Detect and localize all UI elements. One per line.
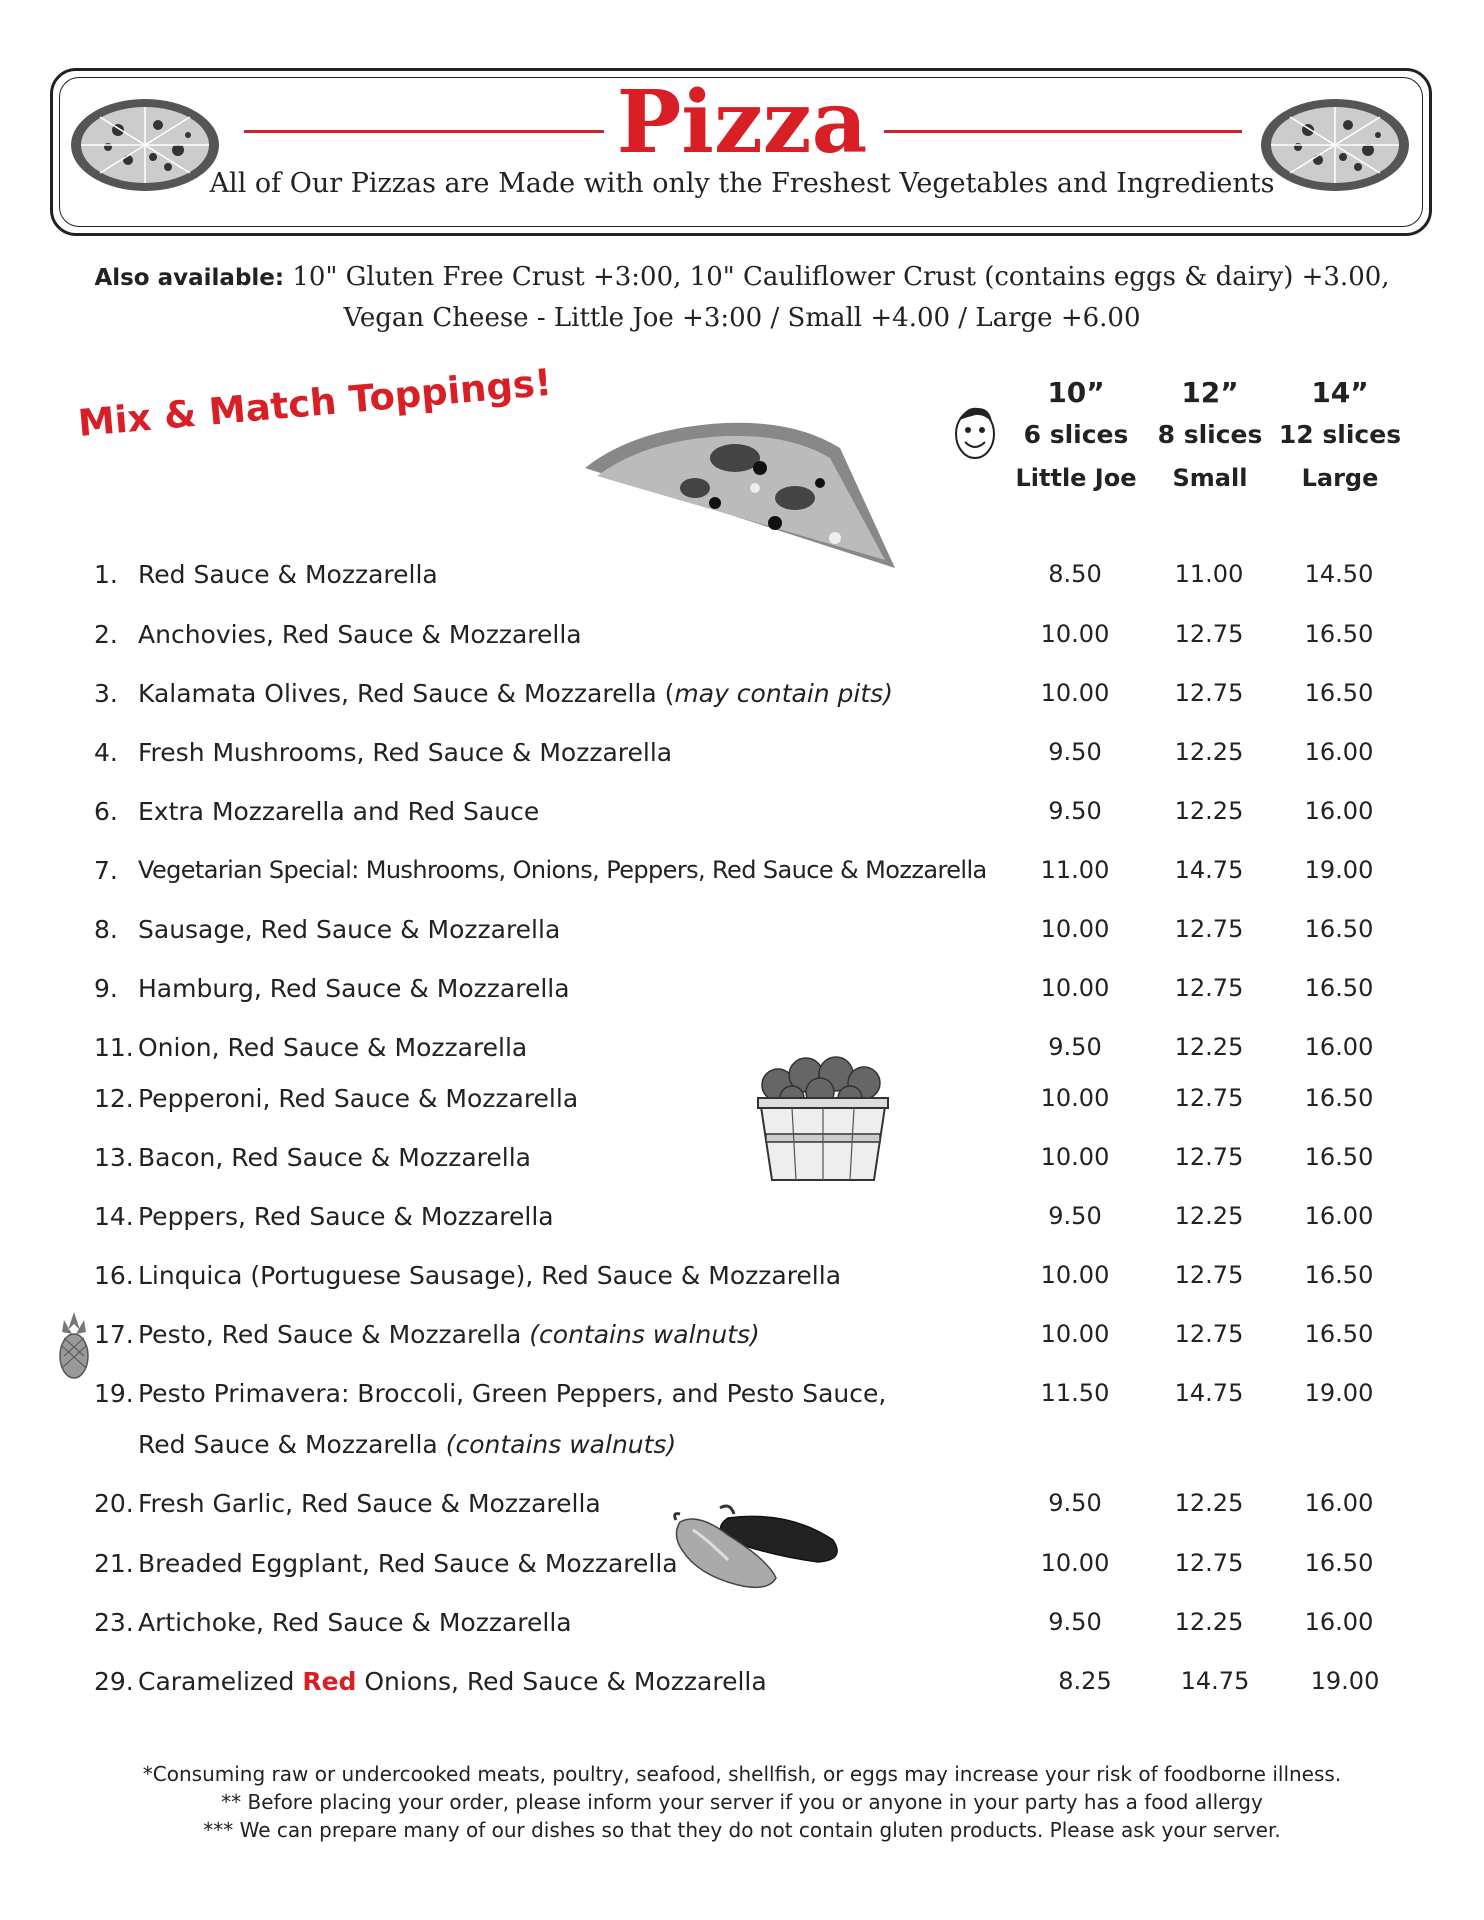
price-small: 14.75 <box>1174 1379 1244 1407</box>
item-text: Linquica (Portuguese Sausage), Red Sauce & Mozzarella <box>138 1261 842 1290</box>
menu-item <box>0 974 1484 1022</box>
column-name: Little Joe <box>1015 464 1137 492</box>
price-little-joe: 9.50 <box>1048 1202 1102 1230</box>
price-small: 12.25 <box>1174 1202 1244 1230</box>
item-description <box>138 560 438 589</box>
item-text: Breaded Eggplant, Red Sauce & Mozzarella <box>138 1549 678 1578</box>
also-available-text: 10" Gluten Free Crust +3:00, 10" Cauliflower Crust (contains eggs & dairy) +3.00, <box>292 262 1390 292</box>
item-number: 29. <box>94 1667 134 1696</box>
price-small: 12.25 <box>1174 1489 1244 1517</box>
item-number: 17. <box>94 1320 134 1349</box>
price-small: 12.25 <box>1174 1608 1244 1636</box>
price-little-joe: 11.00 <box>1040 856 1110 884</box>
column-header-large <box>1270 376 1410 492</box>
item-description <box>138 1202 554 1231</box>
item-note: (contains walnuts) <box>445 1430 677 1459</box>
item-description <box>138 797 539 826</box>
pizza-slice-icon <box>575 408 905 573</box>
price-little-joe: 10.00 <box>1040 1320 1110 1348</box>
also-available-label: Also available: <box>94 265 285 291</box>
price-large: 19.00 <box>1310 1667 1380 1695</box>
price-little-joe: 10.00 <box>1040 679 1110 707</box>
mix-match-heading: Mix & Match Toppings! <box>76 360 554 445</box>
price-large: 16.50 <box>1304 915 1374 943</box>
item-text: Caramelized <box>138 1667 303 1696</box>
price-large: 16.00 <box>1304 1202 1374 1230</box>
price-little-joe: 9.50 <box>1048 1489 1102 1517</box>
item-description <box>138 620 582 649</box>
item-description <box>138 1033 527 1062</box>
item-number: 23. <box>94 1608 134 1637</box>
item-description <box>138 915 560 944</box>
menu-item <box>0 1033 1484 1081</box>
price-small: 14.75 <box>1180 1667 1250 1695</box>
item-text: Onion, Red Sauce & Mozzarella <box>138 1033 528 1062</box>
price-large: 19.00 <box>1304 1379 1374 1407</box>
price-little-joe: 8.25 <box>1058 1667 1112 1695</box>
price-large: 16.00 <box>1304 1033 1374 1061</box>
menu-item <box>0 1320 1484 1368</box>
price-large: 14.50 <box>1304 560 1374 588</box>
item-text: Bacon, Red Sauce & Mozzarella <box>138 1143 531 1172</box>
item-number: 19. <box>94 1379 134 1408</box>
item-number: 21. <box>94 1549 134 1578</box>
price-little-joe: 9.50 <box>1048 1033 1102 1061</box>
item-text: Peppers, Red Sauce & Mozzarella <box>138 1202 554 1231</box>
column-slices: 8 slices <box>1157 420 1263 449</box>
price-large: 16.50 <box>1304 1549 1374 1577</box>
price-little-joe: 8.50 <box>1048 560 1102 588</box>
price-small: 12.75 <box>1174 1143 1244 1171</box>
menu-item <box>0 738 1484 786</box>
also-available-line1 <box>0 262 1484 292</box>
price-large: 16.50 <box>1304 1143 1374 1171</box>
item-text: Vegetarian Special: Mushrooms, Onions, Peppers, Red Sauce & Mozzarella <box>138 856 987 884</box>
column-name: Small <box>1172 464 1248 492</box>
item-number: 12. <box>94 1084 134 1113</box>
item-text: Sausage, Red Sauce & Mozzarella <box>138 915 561 944</box>
menu-item <box>0 1667 1484 1715</box>
item-description <box>138 1261 841 1290</box>
face-icon <box>952 402 998 462</box>
column-slices: 12 slices <box>1278 420 1402 449</box>
item-text: Pesto, Red Sauce & Mozzarella <box>138 1320 530 1349</box>
item-description <box>138 1143 531 1172</box>
price-small: 12.75 <box>1174 974 1244 1002</box>
item-number: 11. <box>94 1033 134 1062</box>
pineapple-icon <box>56 1310 92 1380</box>
item-text: Anchovies, Red Sauce & Mozzarella <box>138 620 582 649</box>
column-size: 14” <box>1311 376 1369 409</box>
price-large: 16.50 <box>1304 974 1374 1002</box>
column-name: Large <box>1301 464 1379 492</box>
price-large: 16.00 <box>1304 738 1374 766</box>
price-small: 12.75 <box>1174 1549 1244 1577</box>
item-number: 20. <box>94 1489 134 1518</box>
price-little-joe: 10.00 <box>1040 1084 1110 1112</box>
menu-item-continuation <box>0 1430 1484 1478</box>
price-large: 16.00 <box>1304 797 1374 825</box>
price-large: 19.00 <box>1304 856 1374 884</box>
price-large: 16.50 <box>1304 1261 1374 1289</box>
item-number: 7. <box>94 856 118 885</box>
price-large: 16.00 <box>1304 1489 1374 1517</box>
item-note: (contains walnuts) <box>529 1320 760 1349</box>
menu-item <box>0 1143 1484 1191</box>
footer-note-3: *** We can prepare many of our dishes so that they do not contain gluten products. Please ask your server. <box>203 1818 1281 1842</box>
item-number: 3. <box>94 679 118 708</box>
item-text: Red Sauce & Mozzarella <box>138 560 438 589</box>
menu-item <box>0 1608 1484 1656</box>
column-header-small <box>1140 376 1280 492</box>
menu-item <box>0 1202 1484 1250</box>
price-small: 12.25 <box>1174 738 1244 766</box>
price-little-joe: 10.00 <box>1040 620 1110 648</box>
item-description <box>138 1489 601 1518</box>
price-small: 11.00 <box>1174 560 1244 588</box>
price-large: 16.50 <box>1304 679 1374 707</box>
item-number: 2. <box>94 620 118 649</box>
menu-item <box>0 679 1484 727</box>
item-description <box>138 1084 578 1113</box>
item-text: Red Sauce & Mozzarella <box>138 1430 446 1459</box>
item-description <box>138 974 570 1003</box>
item-text: Extra Mozzarella and Red Sauce <box>138 797 540 826</box>
item-text: Artichoke, Red Sauce & Mozzarella <box>138 1608 572 1637</box>
price-small: 12.75 <box>1174 915 1244 943</box>
price-small: 12.75 <box>1174 1261 1244 1289</box>
menu-item <box>0 856 1484 904</box>
price-little-joe: 9.50 <box>1048 797 1102 825</box>
item-description <box>138 1549 678 1578</box>
price-little-joe: 10.00 <box>1040 1143 1110 1171</box>
price-little-joe: 10.00 <box>1040 1549 1110 1577</box>
price-small: 12.75 <box>1174 1084 1244 1112</box>
price-small: 14.75 <box>1174 856 1244 884</box>
menu-item <box>0 1261 1484 1309</box>
item-text: Hamburg, Red Sauce & Mozzarella <box>138 974 570 1003</box>
column-size: 10” <box>1047 376 1105 409</box>
item-note: may contain pits) <box>674 679 893 708</box>
menu-item <box>0 915 1484 963</box>
item-description <box>138 738 672 767</box>
price-small: 12.25 <box>1174 1033 1244 1061</box>
footer-note-2: ** Before placing your order, please inform your server if you or anyone in your party has a food allergy <box>221 1790 1263 1814</box>
price-little-joe: 10.00 <box>1040 915 1110 943</box>
item-number: 8. <box>94 915 118 944</box>
price-little-joe: 11.50 <box>1040 1379 1110 1407</box>
menu-item <box>0 797 1484 845</box>
price-small: 12.25 <box>1174 797 1244 825</box>
item-number: 4. <box>94 738 118 767</box>
item-text: Pepperoni, Red Sauce & Mozzarella <box>138 1084 579 1113</box>
price-large: 16.50 <box>1304 620 1374 648</box>
item-number: 14. <box>94 1202 134 1231</box>
price-large: 16.50 <box>1304 1084 1374 1112</box>
item-number: 6. <box>94 797 118 826</box>
price-small: 12.75 <box>1174 1320 1244 1348</box>
price-small: 12.75 <box>1174 620 1244 648</box>
column-size: 12” <box>1181 376 1239 409</box>
menu-item <box>0 560 1484 608</box>
item-description <box>138 679 893 708</box>
price-little-joe: 10.00 <box>1040 974 1110 1002</box>
item-text: Fresh Mushrooms, Red Sauce & Mozzarella <box>138 738 673 767</box>
footer-note-1: *Consuming raw or undercooked meats, poultry, seafood, shellfish, or eggs may increase your risk of foodborne illness. <box>142 1762 1342 1786</box>
page-subtitle: All of Our Pizzas are Made with only the Freshest Vegetables and Ingredients <box>209 168 1275 199</box>
column-header-little-joe <box>1006 376 1146 492</box>
page-title: Pizza <box>616 72 868 173</box>
menu-item <box>0 1084 1484 1132</box>
item-description <box>138 1320 760 1349</box>
item-description <box>138 1379 886 1408</box>
item-text: Onions, Red Sauce & Mozzarella <box>356 1667 767 1696</box>
column-slices: 6 slices <box>1023 420 1129 449</box>
item-description <box>138 1667 767 1696</box>
item-text: Kalamata Olives, Red Sauce & Mozzarella ( <box>138 679 675 708</box>
price-small: 12.75 <box>1174 679 1244 707</box>
item-text: Pesto Primavera: Broccoli, Green Peppers, and Pesto Sauce, <box>138 1379 887 1408</box>
item-description <box>138 1430 676 1459</box>
price-little-joe: 9.50 <box>1048 738 1102 766</box>
menu-item <box>0 1379 1484 1427</box>
price-large: 16.00 <box>1304 1608 1374 1636</box>
tomato-basket-icon <box>748 1050 898 1185</box>
price-large: 16.50 <box>1304 1320 1374 1348</box>
price-little-joe: 10.00 <box>1040 1261 1110 1289</box>
item-number: 16. <box>94 1261 134 1290</box>
also-available-line2: Vegan Cheese - Little Joe +3:00 / Small +4.00 / Large +6.00 <box>343 303 1141 333</box>
item-number: 13. <box>94 1143 134 1172</box>
price-little-joe: 9.50 <box>1048 1608 1102 1636</box>
item-number: 9. <box>94 974 118 1003</box>
item-number: 1. <box>94 560 118 589</box>
item-description <box>138 856 987 884</box>
menu-item <box>0 620 1484 668</box>
item-highlight: Red <box>302 1667 357 1696</box>
item-text: Fresh Garlic, Red Sauce & Mozzarella <box>138 1489 601 1518</box>
item-description <box>138 1608 572 1637</box>
pepper-icon <box>668 1500 848 1595</box>
